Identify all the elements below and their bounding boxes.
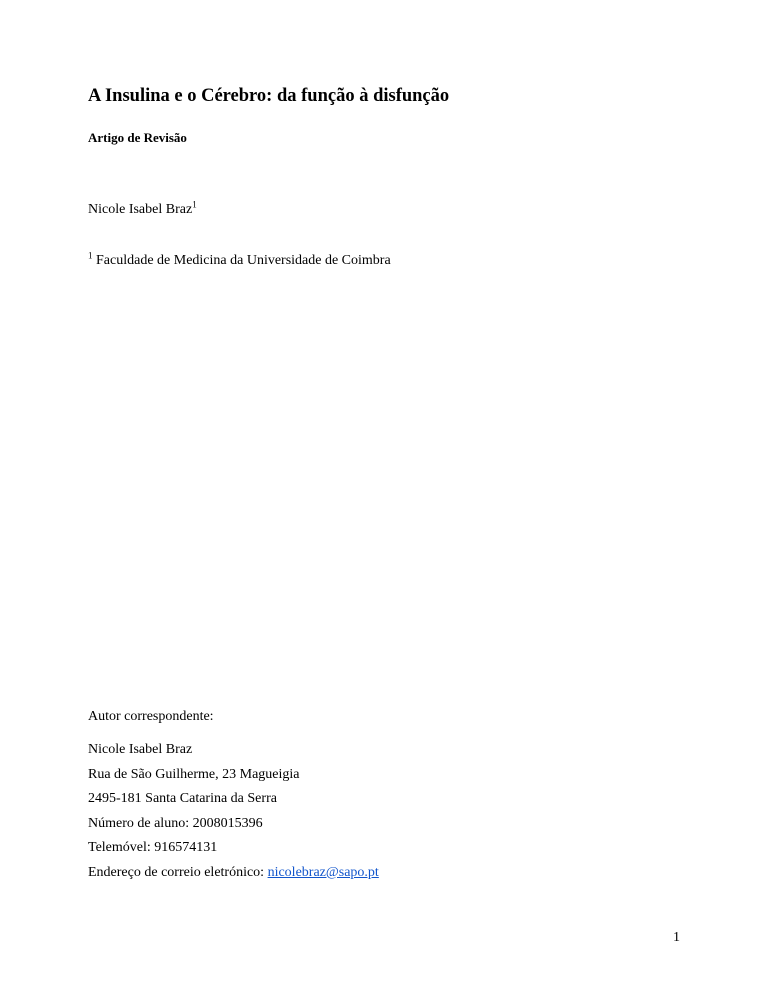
article-type: Artigo de Revisão [88,130,187,145]
address-line-2: 2495-181 Santa Catarina da Serra [88,791,277,806]
author-line [88,200,197,220]
document-title: A Insulina e o Cérebro: da função à disfunção [88,86,450,106]
affiliation-superscript: 1 [88,250,93,261]
phone-number: Telemóvel: 916574131 [88,840,218,855]
correspondence-label: Autor correspondente: [88,709,214,724]
author-name: Nicole Isabel Braz [88,202,193,217]
student-number: Número de aluno: 2008015396 [88,815,263,831]
page-number: 1 [673,930,680,945]
correspondence-block [88,738,379,885]
email-label: Endereço de correio eletrónico: [88,864,268,880]
email-link[interactable]: nicolebraz@sapo.pt [267,864,379,880]
address-line-1: Rua de São Guilherme, 23 Magueigia [88,766,300,782]
email-line [88,861,379,886]
affiliation-text: Faculdade de Medicina da Universidade de Coimbra [96,253,391,268]
author-superscript: 1 [192,199,197,210]
affiliation-line [88,251,391,271]
correspondence-name: Nicole Isabel Braz [88,742,193,757]
